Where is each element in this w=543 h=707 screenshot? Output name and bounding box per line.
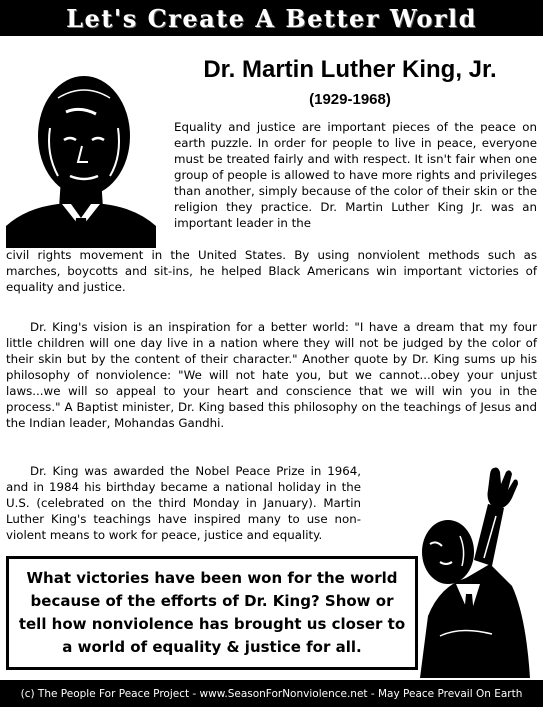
page-title: Dr. Martin Luther King, Jr. bbox=[203, 56, 497, 83]
life-years: (1929-1968) bbox=[309, 91, 391, 108]
banner-title: Let's Create A Better World bbox=[66, 3, 477, 33]
question-box bbox=[6, 556, 418, 670]
page-footer bbox=[0, 680, 543, 707]
vision-paragraph: Dr. King's vision is an inspiration for a better world: "I have a dream that my four little children will one day live in a nation where they will not be judged by the color of their skin but by the content of their character." Another quote by Dr. King sums up his philosophy of nonviolence: "We will not hate you, but we cannot...obey your unjust laws...we will so appeal to your heart and conscience that we will win you in the process." A Baptist minister, Dr. King based this philosophy on the teachings of Jesus and the Indian leader, Mohandas Gandhi. bbox=[6, 320, 537, 430]
footer-text: (c) The People For Peace Project - www.SeasonForNonviolence.net - May Peace Prevail On Earth bbox=[20, 687, 523, 700]
intro-paragraph: Equality and justice are important pieces of the peace on earth puzzle. In order for people to live in peace, everyone must be treated fairly and with respect. It isn't fair when one group of people is allowed to have more rights and privileges than another, simply because of the color of their skin or the religion they practice. Dr. Martin Luther King Jr. was an important leader in the bbox=[174, 120, 537, 230]
intro-paragraph-continued: civil rights movement in the United States. By using nonviolent methods such as marches, boycotts and sit-ins, he helped Black Americans win important victories of equality and justice. bbox=[6, 248, 537, 294]
question-text: What victories have been won for the world because of the efforts of Dr. King? Show or tell how nonviolence has brought us closer to a world of equality & justice for all. bbox=[18, 569, 406, 656]
speaker-illustration bbox=[400, 466, 540, 678]
nobel-paragraph: Dr. King was awarded the Nobel Peace Prize in 1964, and in 1984 his birthday became a national holiday in the U.S. (celebrated on the third Monday in January). Martin Luther King's teachings have inspired many to use non-violent means to work for peace, justice and equality. bbox=[6, 464, 361, 542]
portrait-illustration bbox=[6, 58, 156, 248]
page-banner bbox=[0, 0, 543, 36]
